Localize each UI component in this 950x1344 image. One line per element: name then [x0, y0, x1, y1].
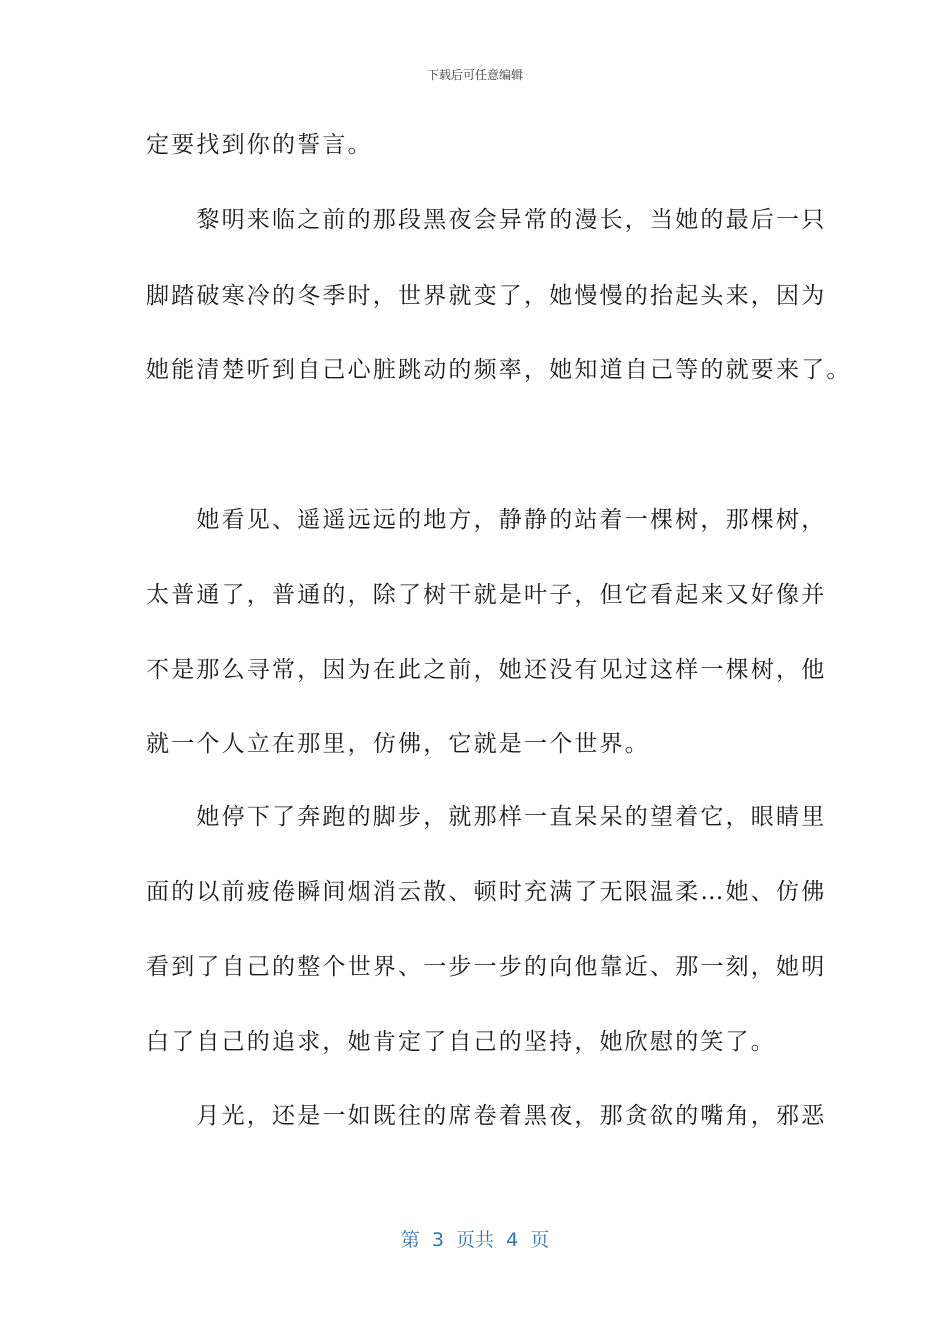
text-line: 面的以前疲倦瞬间烟消云散、顿时充满了无限温柔…她、仿佛: [146, 879, 827, 905]
text-line: 看到了自己的整个世界、一步一步的向他靠近、那一刻，她明: [146, 954, 827, 980]
text-line: 她能清楚听到自己心脏跳动的频率，她知道自己等的就要来了。: [146, 357, 852, 383]
text-line: 她看见、遥遥远远的地方，静静的站着一棵树，那棵树，: [146, 507, 827, 533]
page-number-footer: 第 3 页共 4 页: [400, 1229, 550, 1251]
text-line: 脚踏破寒冷的冬季时，世界就变了，她慢慢的抬起头来，因为: [146, 283, 827, 309]
text-line: 就一个人立在那里，仿佛，它就是一个世界。: [146, 731, 650, 757]
page-header: 下载后可任意编辑: [426, 68, 523, 82]
text-line: 黎明来临之前的那段黑夜会异常的漫长，当她的最后一只: [146, 207, 827, 233]
text-line: 白了自己的追求，她肯定了自己的坚持，她欣慰的笑了。: [146, 1029, 776, 1055]
text-line: 月光，还是一如既往的席卷着黑夜，那贪欲的嘴角，邪恶: [146, 1103, 827, 1129]
text-line: 不是那么寻常，因为在此之前，她还没有见过这样一棵树，他: [146, 657, 827, 683]
text-line: 定要找到你的誓言。: [146, 132, 373, 158]
text-line: 她停下了奔跑的脚步，就那样一直呆呆的望着它，眼睛里: [146, 804, 827, 830]
text-line: 太普通了，普通的，除了树干就是叶子，但它看起来又好像并: [146, 582, 827, 608]
